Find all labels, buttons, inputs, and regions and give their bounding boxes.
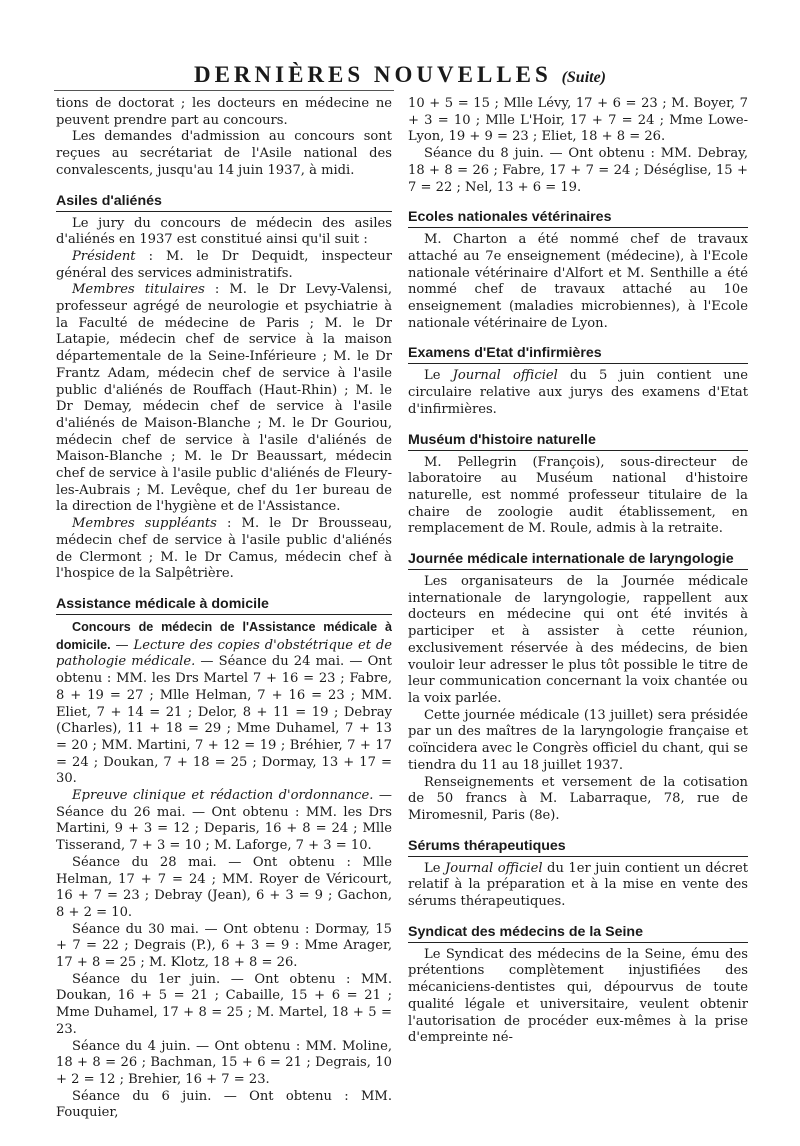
page-title-suite: (Suite)	[561, 69, 607, 86]
section-title-ecoles: Ecoles nationales vétérinaires	[408, 208, 748, 228]
section-title-museum: Muséum d'histoire naturelle	[408, 431, 748, 451]
lecture-label: Lecture des copies d'obstétrique et de pathologie médicale.	[56, 637, 392, 670]
seance-6-juin: Séance du 6 juin. — Ont obtenu : MM. Fouquier,	[56, 1088, 392, 1121]
serums-paragraph	[408, 861, 748, 911]
suppleants-paragraph	[56, 516, 392, 583]
section-title-syndicat: Syndicat des médecins de la Seine	[408, 923, 748, 943]
continuation-paragraph: 10 + 5 = 15 ; Mlle Lévy, 17 + 6 = 23 ; M. Boyer, 7 + 3 = 10 ; Mlle L'Hoir, 17 + 7 = 24 ; Mme Lowe-Lyon, 19 + 9 = 23 ; Eliet, 18 + 8 = 26.	[408, 96, 748, 145]
intro-paragraph-1: tions de doctorat ; les docteurs en médecine ne peuvent prendre part au concours.	[56, 96, 392, 128]
left-column	[56, 96, 392, 1122]
journee-paragraph-1: Les organisateurs de la Journée médicale internationale de laryngologie, rappellent aux docteurs en médecine qui ont été invités à participer et à assister à cette réunion, exclusivement réservée à des médecins, de bien vouloir leur adresser le plus tôt possible le titre de leur communication concernant la voix chantée ou la voix parlée.	[408, 574, 748, 706]
serums-journal: Journal officiel	[444, 860, 543, 876]
concours-dash: —	[110, 637, 134, 653]
section-title-asiles: Asiles d'aliénés	[56, 192, 392, 212]
president-label: Président	[72, 248, 136, 264]
examens-journal: Journal officiel	[452, 368, 558, 384]
examens-post: du 5 juin contient une circulaire relative aux jurys des examens d'Etat d'infirmières.	[408, 368, 749, 417]
journee-paragraph-2: Cette journée médicale (13 juillet) sera présidée par un des maîtres de la laryngologie française et coïncidera avec le Congrès officiel du chant, qui se tiendra du 11 au 18 juillet 1937.	[408, 707, 748, 773]
president-paragraph	[56, 249, 392, 282]
intro-paragraph-2: Les demandes d'admission au concours sont reçues au secrétariat de l'Asile national des convalescents, jusqu'au 14 juin 1937, à midi.	[56, 129, 392, 178]
section-title-serums: Sérums thérapeutiques	[408, 837, 748, 857]
serums-pre: Le	[424, 860, 445, 876]
asiles-paragraph: Le jury du concours de médecin des asiles d'aliénés en 1937 est constitué ainsi qu'il suit :	[56, 215, 392, 248]
museum-paragraph: M. Pellegrin (François), sous-directeur de laboratoire au Muséum national d'histoire naturelle, est nommé professeur titulaire de la chaire de zoologie audit établissement, en remplacement de M. Roule, admis à la retraite.	[408, 454, 748, 537]
right-column	[408, 96, 748, 1047]
lecture-text: — Séance du 24 mai. — Ont obtenu : MM. les Drs Martel 7 + 16 = 23 ; Fabre, 8 + 19 = 27 ; Mlle Helman, 7 + 16 = 23 ; MM. Eliet, 7 + 14 = 21 ; Delor, 8 + 11 = 19 ; Debray (Charles), 11 + 18 = 29 ; Mme Duhamel, 7 + 13 = 20 ; MM. Martini, 7 + 12 = 19 ; Bréhier, 7 + 17 = 24 ; Doukan, 7 + 18 = 25 ; Dormay, 13 + 17 = 30.	[56, 654, 392, 787]
epreuve-label: Epreuve clinique et rédaction d'ordonnance.	[72, 788, 374, 804]
epreuve-paragraph	[56, 788, 392, 855]
syndicat-paragraph: Le Syndicat des médecins de la Seine, ému des prétentions complètement injustifiées des mécaniciens-dentistes qui, dépourvus de toute qualité légale et universitaire, veulent obtenir l'autorisation de procéder eux-mêmes à la prise d'empreinte né-	[408, 946, 748, 1046]
membres-text: : M. le Dr Levy-Valensi, professeur agrégé de neurologie et psychiatrie à la Faculté de médecine de Paris ; M. le Dr Latapie, médecin chef de service à la maison départementale de la Seine-Inférieure ; M. le Dr Frantz Adam, médecin chef de service à l'asile public d'aliénés de Rouffach (Haut-Rhin) ; M. le Dr Demay, médecin chef de service à l'asile d'aliénés de Maison-Blanche ; M. le Dr Gouriou, médecin chef de service à l'asile d'aliénés de Maison-Blanche ; M. le Dr Beaussart, médecin chef de service à l'asile public d'aliénés de Fleury-les-Aubrais ; M. Levêque, chef du 1er bureau de la direction de l'hygiène et de l'Assistance.	[56, 282, 392, 515]
page-title	[0, 62, 800, 88]
page-title-text: DERNIÈRES NOUVELLES	[193, 62, 552, 87]
membres-paragraph	[56, 282, 392, 516]
president-text: : M. le Dr Dequidt, inspecteur général des services administratifs.	[56, 248, 392, 281]
ecoles-paragraph: M. Charton a été nommé chef de travaux attaché au 7e enseignement (médecine), à l'Ecole nationale vétérinaire d'Alfort et M. Senthille a été nommé chef de travaux attaché au 10e enseignement (maladies microbiennes), à l'Ecole nationale vétérinaire de Lyon.	[408, 232, 748, 331]
epreuve-text: — Séance du 26 mai. — Ont obtenu : MM. les Drs Martini, 9 + 3 = 12 ; Deparis, 16 + 8 = 24 ; Mlle Tisserand, 7 + 3 = 10 ; M. Laforge, 7 + 3 = 10.	[56, 788, 392, 854]
section-title-journee: Journée médicale internationale de laryngologie	[408, 550, 748, 570]
suppleants-label: Membres suppléants	[72, 516, 217, 532]
membres-label: Membres titulaires	[72, 282, 205, 298]
journee-paragraph-3: Renseignements et versement de la cotisation de 50 francs à M. Labarraque, 78, rue de Miromesnil, Paris (8e).	[408, 774, 748, 823]
section-title-examens: Examens d'Etat d'infirmières	[408, 344, 748, 364]
title-rule	[54, 90, 394, 91]
seance-4-juin: Séance du 4 juin. — Ont obtenu : MM. Moline, 18 + 8 = 26 ; Bachman, 15 + 6 = 21 ; Degrais, 10 + 2 = 12 ; Brehier, 16 + 7 = 23.	[56, 1038, 392, 1087]
concours-heading: Concours de médecin de l'Assistance médicale à domicile.	[56, 619, 392, 652]
seance-30-mai: Séance du 30 mai. — Ont obtenu : Dormay, 15 + 7 = 22 ; Degrais (P.), 6 + 3 = 9 : Mme Arager, 17 + 8 = 25 ; M. Klotz, 18 + 8 = 26.	[56, 921, 392, 971]
examens-pre: Le	[424, 368, 453, 384]
examens-paragraph	[408, 368, 748, 418]
concours-paragraph	[56, 619, 392, 788]
seance-28-mai: Séance du 28 mai. — Ont obtenu : Mlle Helman, 17 + 7 = 24 ; MM. Royer de Véricourt, 16 + 7 = 23 ; Debray (Jean), 6 + 3 = 9 ; Gachon, 8 + 2 = 10.	[56, 854, 392, 920]
section-title-assistance: Assistance médicale à domicile	[56, 595, 392, 615]
seance-1-juin: Séance du 1er juin. — Ont obtenu : MM. Doukan, 16 + 5 = 21 ; Cabaille, 15 + 6 = 21 ; Mme Duhamel, 17 + 8 = 25 ; M. Martel, 18 + 5 = 23.	[56, 971, 392, 1037]
serums-post: du 1er juin contient un décret relatif à la préparation et à la mise en vente des sérums thérapeutiques.	[408, 860, 749, 910]
suppleants-text: : M. le Dr Brousseau, médecin chef de service à l'asile public d'aliénés de Clermont ; M. le Dr Camus, médecin chef à l'hospice de la Salpêtrière.	[56, 516, 392, 582]
seance-8-juin: Séance du 8 juin. — Ont obtenu : MM. Debray, 18 + 8 = 26 ; Fabre, 17 + 7 = 24 ; Déséglise, 15 + 7 = 22 ; Nel, 13 + 6 = 19.	[408, 146, 748, 195]
